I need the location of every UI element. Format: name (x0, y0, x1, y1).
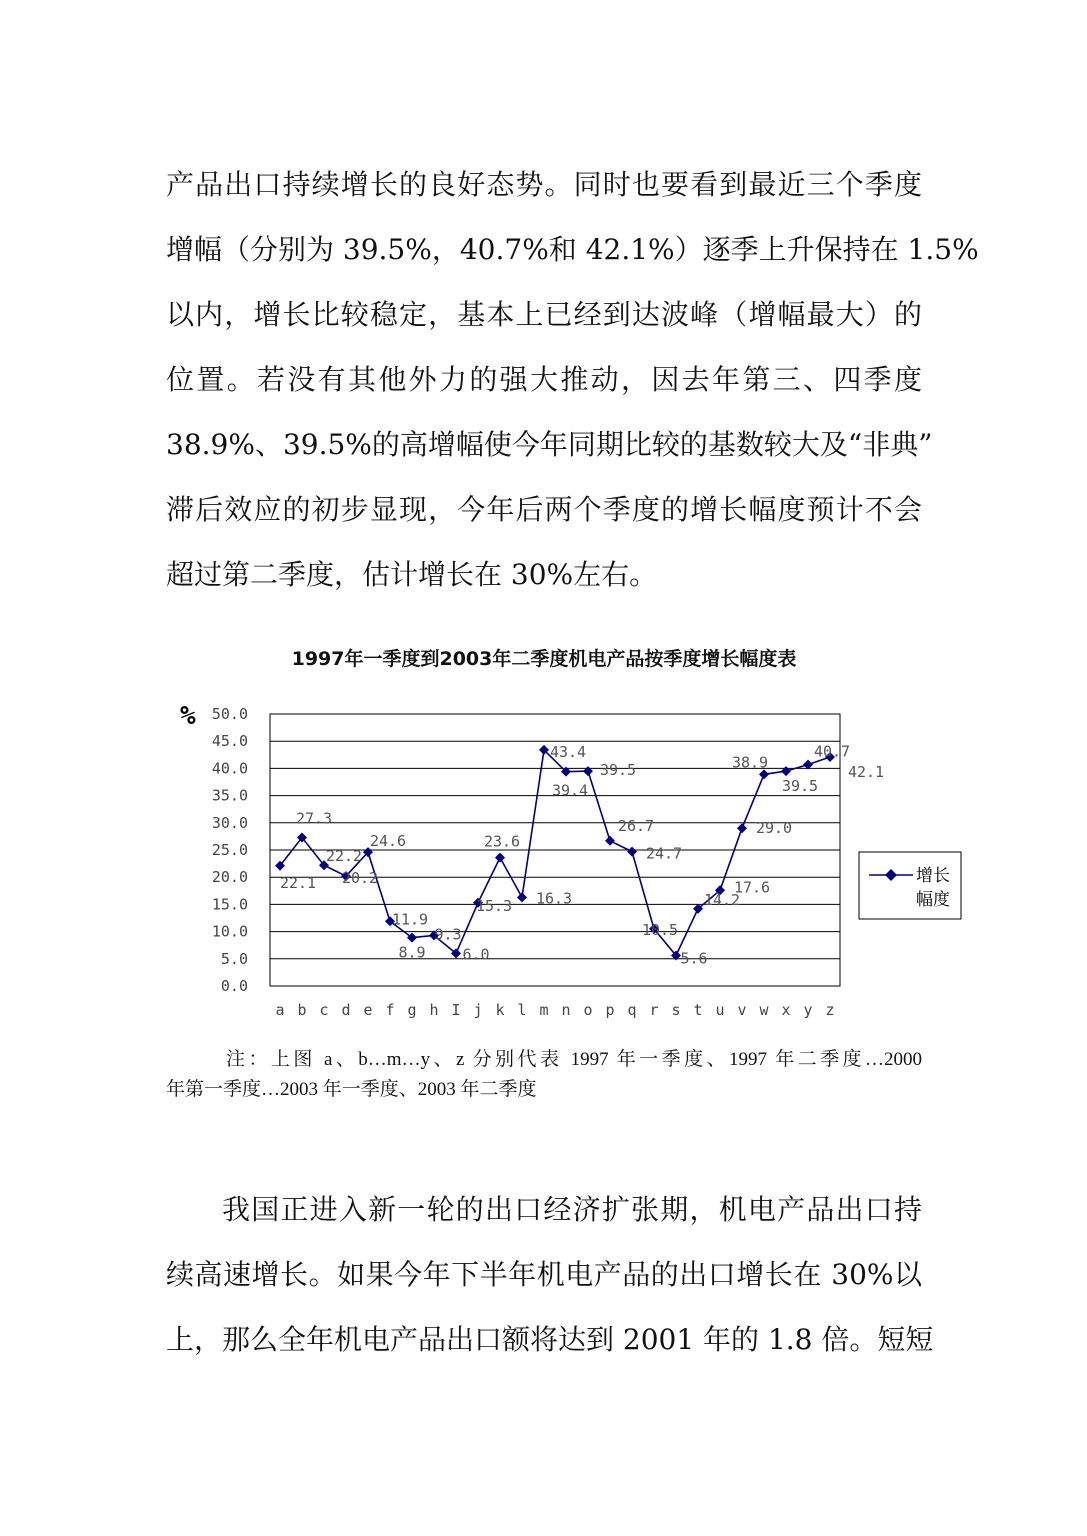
legend-label: 幅度 (916, 890, 950, 910)
text-line: 以内，增长比较稳定，基本上已经到达波峰（增幅最大）的 (166, 298, 922, 331)
data-label: 5.6 (680, 949, 708, 968)
text-line: 滞后效应的初步显现，今年后两个季度的增长幅度预计不会 (166, 493, 922, 526)
data-label: 29.0 (755, 819, 793, 838)
text-line: 位置。若没有其他外力的强大推动，因去年第三、四季度 (166, 363, 922, 396)
text-line: 产品出口持续增长的良好态势。同时也要看到最近三个季度 (166, 168, 922, 201)
data-label: 24.7 (645, 844, 683, 863)
y-tick-label: 35.0 (211, 786, 248, 805)
text-line: 续高速增长。如果今年下半年机电产品的出口增长在 30%以 (166, 1258, 922, 1291)
data-label: 15.3 (475, 896, 513, 915)
line-chart (166, 690, 966, 1030)
x-tick-label: c (319, 1001, 329, 1019)
y-tick-label: 20.0 (211, 868, 248, 887)
x-tick-label: e (363, 1001, 373, 1019)
x-tick-label: n (561, 1001, 571, 1019)
x-tick-label: h (429, 1001, 439, 1019)
legend (859, 852, 961, 919)
note-line: 年第一季度…2003 年一季度、2003 年二季度 (166, 1079, 537, 1100)
text-line: 我国正进入新一轮的出口经济扩张期，机电产品出口持 (222, 1193, 922, 1226)
chart-title: 1997年一季度到2003年二季度机电产品按季度增长幅度表 (291, 648, 797, 670)
text-line: 增幅（分别为 39.5%，40.7%和 42.1%）逐季上升保持在 1.5% (166, 233, 979, 266)
x-tick-label: o (583, 1001, 593, 1019)
x-tick-label: a (275, 1001, 285, 1019)
x-tick-label: d (341, 1001, 351, 1019)
y-tick-label: 25.0 (211, 841, 248, 859)
data-label: 17.6 (733, 878, 771, 897)
x-tick-label: l (517, 1001, 527, 1019)
data-label: 38.9 (731, 753, 769, 772)
y-tick-label: 40.0 (211, 759, 248, 778)
x-tick-label: x (781, 1001, 791, 1019)
data-label: 16.3 (535, 889, 573, 908)
x-tick-label: p (605, 1001, 615, 1019)
data-label: 14.2 (703, 890, 741, 909)
data-label: 10.5 (641, 920, 679, 939)
x-tick-label: r (649, 1001, 659, 1019)
x-tick-label: s (671, 1001, 681, 1019)
data-point (627, 847, 637, 857)
data-label: 20.2 (341, 869, 379, 888)
data-label: 6.0 (462, 945, 490, 964)
data-label: 39.5 (599, 761, 637, 780)
data-label: 9.3 (434, 925, 462, 944)
x-tick-label: f (385, 1001, 395, 1019)
x-tick-label: q (627, 1001, 637, 1019)
data-point (495, 853, 505, 863)
y-axis-ticks (212, 705, 248, 995)
y-tick-label: 50.0 (211, 705, 248, 723)
data-label: 40.7 (813, 742, 851, 761)
y-tick-label: 15.0 (211, 895, 248, 914)
x-tick-label: v (737, 1001, 747, 1019)
data-label: 8.9 (398, 943, 426, 962)
data-label: 39.4 (551, 781, 589, 800)
data-point (737, 823, 747, 833)
x-tick-label: g (407, 1001, 417, 1019)
x-tick-label: t (693, 1001, 703, 1019)
data-label: 43.4 (549, 742, 587, 761)
data-label: 11.9 (391, 910, 429, 929)
data-label: 22.1 (279, 873, 317, 892)
chart-note (166, 1045, 922, 1105)
x-tick-label: I (451, 1001, 461, 1019)
text-line: 超过第二季度，估计增长在 30%左右。 (166, 558, 658, 591)
text-line: 上，那么全年机电产品出口额将达到 2001 年的 1.8 倍。短短 (166, 1323, 934, 1356)
data-labels (280, 743, 884, 968)
y-tick-label: 0.0 (220, 977, 248, 995)
x-tick-label: w (759, 1001, 769, 1019)
data-label: 26.7 (617, 816, 655, 835)
data-label: 27.3 (295, 809, 333, 828)
legend-label: 增长 (916, 866, 950, 886)
data-label: 23.6 (483, 832, 521, 851)
y-tick-label: 5.0 (220, 949, 248, 968)
x-tick-label: k (495, 1001, 505, 1019)
x-tick-label: y (803, 1001, 813, 1019)
x-tick-label: m (539, 1001, 549, 1019)
note-line: 注：上图 a、b…m…y、z 分别代表 1997 年一季度、1997 年二季度…2000 (226, 1049, 922, 1070)
data-point (781, 766, 791, 776)
body-paragraph-1 (166, 152, 979, 607)
x-axis-ticks (275, 1001, 834, 1019)
y-tick-label: 30.0 (211, 813, 248, 832)
x-tick-label: j (473, 1001, 483, 1019)
data-label: 42.1 (847, 762, 885, 781)
y-tick-label: 45.0 (211, 732, 248, 751)
data-point (517, 892, 527, 902)
data-label: 22.2 (325, 847, 363, 866)
data-point (583, 766, 593, 776)
x-tick-label: b (297, 1001, 307, 1019)
data-point (605, 836, 615, 846)
y-axis-unit: % (180, 701, 196, 731)
body-paragraph-2 (166, 1177, 934, 1372)
data-label: 39.5 (781, 777, 819, 796)
data-label: 24.6 (369, 832, 407, 851)
y-tick-label: 10.0 (211, 922, 248, 941)
x-tick-label: u (715, 1001, 725, 1019)
text-line: 38.9%、39.5%的高增幅使今年同期比较的基数较大及“非典” (166, 428, 933, 461)
x-tick-label: z (825, 1001, 835, 1019)
